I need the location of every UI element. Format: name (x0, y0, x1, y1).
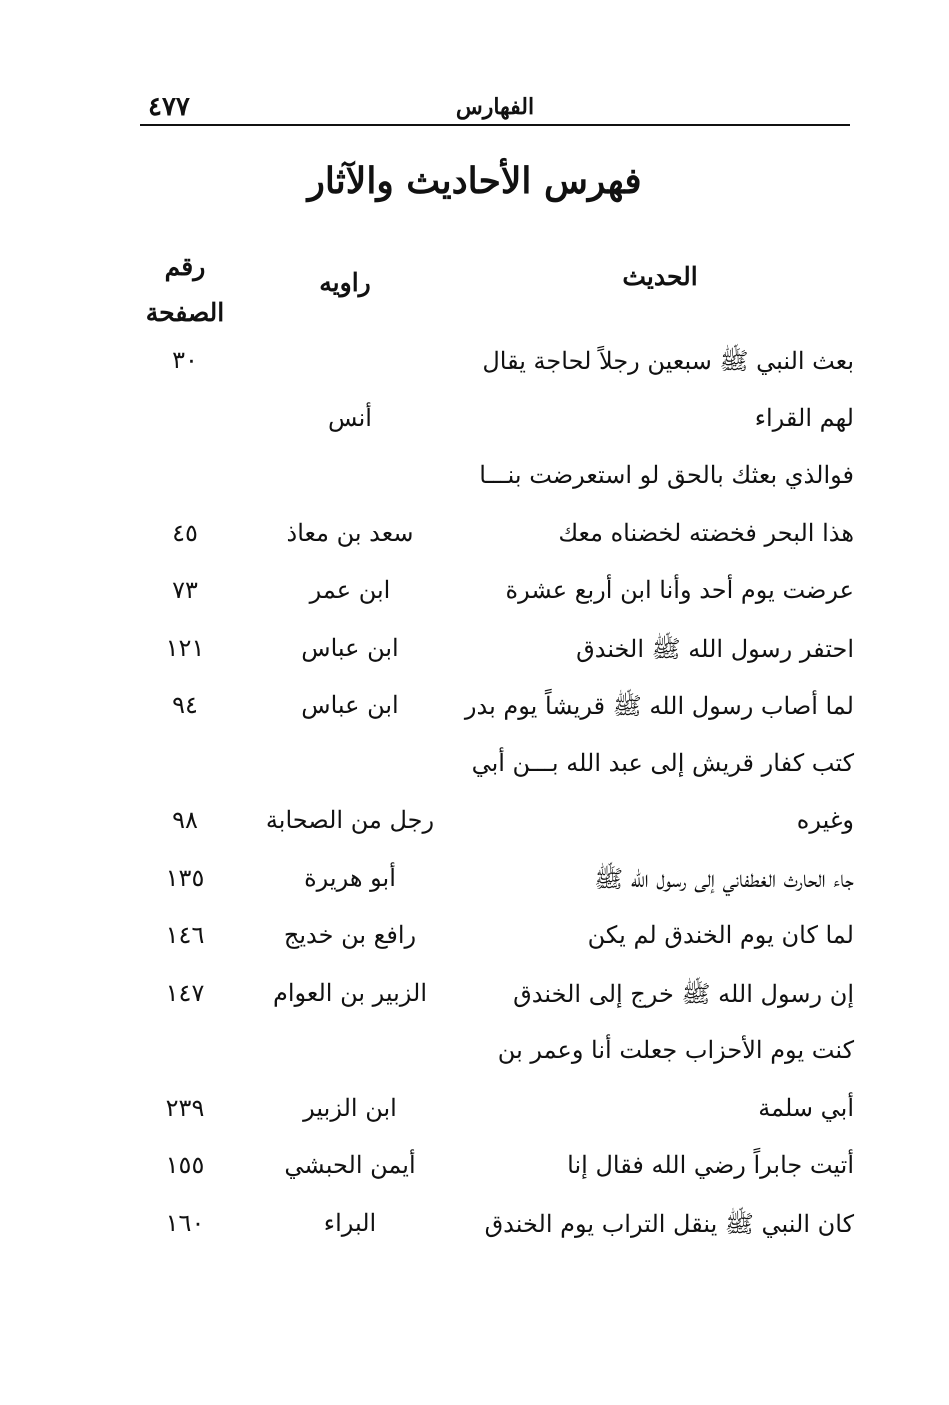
table-row (0, 681, 949, 739)
table-row (0, 1026, 949, 1084)
table-row (0, 796, 949, 854)
narrator-name: البراء (323, 1208, 377, 1237)
page-ref: ١٦٠ (165, 1208, 205, 1237)
table-row (0, 566, 949, 624)
page-ref: ٩٨ (172, 806, 198, 834)
hadith-text: كتب كفار قريش إلى عبد الله بـــن أبي (471, 748, 854, 777)
table-row (0, 394, 949, 452)
page-header (140, 92, 850, 126)
page-ref: ٩٤ (172, 691, 198, 719)
table-row (0, 451, 949, 509)
hadith-text: كان النبي ﷺ ينقل التراب يوم الخندق (484, 1209, 854, 1238)
page-ref: ٢٣٩ (165, 1093, 205, 1122)
hadith-text: بعث النبي ﷺ سبعين رجلاً لحاجة يقال (482, 347, 854, 375)
page-ref: ٤٥ (172, 518, 198, 547)
table-row (0, 854, 949, 912)
hadith-text: لهم القراء (754, 403, 854, 432)
narrator-name: ابن عمر (309, 576, 391, 604)
narrator-name: أنس (328, 403, 372, 432)
hadith-text: وغيره (796, 806, 854, 834)
page-ref: ١٥٥ (165, 1151, 205, 1179)
index-title: فهرس الأحاديث والآثار (307, 160, 642, 202)
narrator-name: ابن الزبير (303, 1093, 397, 1122)
running-title: الفهارس (455, 94, 535, 120)
hadith-text: كنت يوم الأحزاب جعلت أنا وعمر بن (497, 1036, 854, 1064)
hadith-text: أتيت جابراً رضي الله فقال إنا (567, 1151, 854, 1179)
hadith-text: إن رسول الله ﷺ خرج إلى الخندق (513, 979, 854, 1008)
table-row (0, 1141, 949, 1199)
hadith-text: لما كان يوم الخندق لم يكن (587, 921, 854, 949)
table-row (0, 336, 949, 394)
narrator-name: سعد بن معاذ (286, 518, 414, 547)
narrator-name: أبو هريرة (304, 863, 396, 892)
page-ref: ٧٣ (172, 576, 198, 604)
table-row (0, 624, 949, 682)
page-ref: ١٢١ (165, 633, 205, 662)
narrator-name: ابن عباس (301, 633, 399, 662)
page-ref: ١٤٦ (165, 921, 205, 949)
hadith-text: عرضت يوم أحد وأنا ابن أربع عشرة (505, 576, 854, 604)
table-row (0, 911, 949, 969)
hadith-text: جاء الحارث الغطفاني إلى رسول الله ﷺ (594, 864, 854, 893)
hadith-text: فوالذي بعثك بالحق لو استعرضت بنـــا (479, 461, 854, 489)
hadith-text: لما أصاب رسول الله ﷺ قريشاً يوم بدر (464, 692, 854, 720)
narrator-name: أيمن الحبشي (284, 1151, 416, 1179)
index-table (0, 336, 949, 1256)
column-header-page-line1: رقم (164, 252, 206, 281)
column-header-page (130, 244, 240, 336)
narrator-name: رجل من الصحابة (265, 806, 435, 834)
column-header-hadith: الحديث (622, 262, 698, 291)
table-row (0, 1199, 949, 1257)
page-ref: ٣٠ (172, 346, 198, 374)
narrator-name: رافع بن خديج (283, 921, 417, 949)
hadith-text: هذا البحر فخضته لخضناه معك (558, 518, 854, 547)
table-row (0, 509, 949, 567)
table-row (0, 969, 949, 1027)
column-header-page-line2: الصفحة (145, 298, 225, 327)
column-header-narrator: راويه (319, 268, 371, 297)
table-row (0, 739, 949, 797)
narrator-name: ابن عباس (301, 691, 399, 719)
table-row (0, 1084, 949, 1142)
hadith-text: احتفر رسول الله ﷺ الخندق (576, 634, 854, 663)
page-number: ٤٧٧ (148, 92, 190, 122)
page-ref: ١٣٥ (165, 863, 205, 892)
hadith-text: أبي سلمة (758, 1093, 854, 1122)
narrator-name: الزبير بن العوام (272, 978, 428, 1007)
page-ref: ١٤٧ (165, 978, 205, 1007)
